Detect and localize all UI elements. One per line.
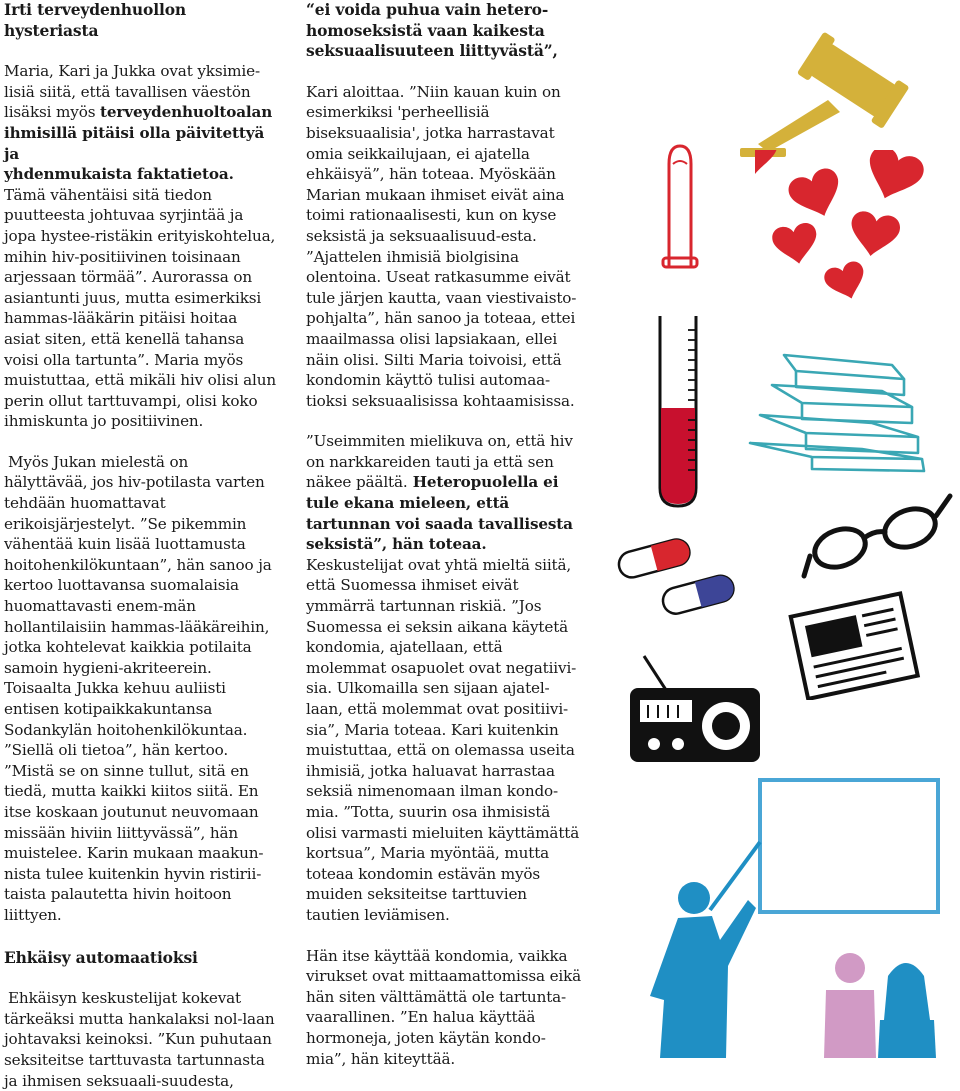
- bold-text-run: Heteropuolella ei tule ekana mieleen, että tartunnan voi saada tavallisesta seksistä”, hän toteaa.: [306, 473, 573, 554]
- glasses-icon: [800, 490, 955, 585]
- bold-text-run: yhdenmukaista faktatietoa.: [4, 165, 234, 184]
- classroom-icon: [640, 770, 960, 1058]
- text-run: Tämä vähentäisi sitä tiedon puutteesta johtuvaa syrjintää ja jopa hystee-ristäkin erityiskohtelua, mihin hiv-positiivinen toisinaan arjessaan törmää”. Aurorassa on asiantunti juus, mutta esimerkiksi hammas-lääkärin pitäisi hoitaa asiat siten, että kenellä tahansa voisi olla tartunta”. Maria myös muistuttaa, että mikäli hiv olisi alun perin ollut tarttuvampi, olisi koko ihmiskunta jo positiivinen.: [4, 185, 276, 431]
- books-icon: [742, 345, 932, 475]
- hearts-icon: [755, 150, 925, 315]
- bold-text-run: ihmisillä pitäisi olla päivitettyä ja: [4, 123, 265, 163]
- middle-column: [306, 0, 584, 1069]
- bold-text-run: terveydenhuoltoalan: [100, 103, 273, 122]
- test-tube-icon: [648, 310, 708, 510]
- left-column: [4, 0, 276, 1091]
- pills-icon: [612, 530, 752, 620]
- text-run: lisiä siitä, että tavallisen väestön: [4, 82, 251, 101]
- text-run: ”Useimmiten mielikuva on, että hiv on narkkareiden tauti ja että sen näkee päältä.: [306, 432, 573, 492]
- text-run: lisäksi myös: [4, 103, 101, 122]
- paragraph-ehkaisy: Ehkäisyn keskustelijat kokevat tärkeäksi mutta hankalaksi nol-laan johtavaksi keinoksi. ”Kun puhutaan seksiteitse tarttuvasta tartunnasta ja ihmisen seksuaali-suudesta,: [4, 989, 275, 1090]
- text-run: Keskustelijat ovat yhtä mieltä siitä, että Suomessa ihmiset eivät ymmärrä tartunnan riskiä. ”Jos Suomessa ei seksin aikana käytetä kondomia, ajatellaan, että molemmat osapuolet ovat negatiivi-sia. Ulkomailla sen sijaan ajatel-laan, että molemmat ovat positiivi-sia”, Maria toteaa. Kari kuitenkin muistuttaa, että on olemassa useita ihmisiä, jotka haluavat harrastaa seksiä nimenomaan ilman kondo-mia. ”Totta, suurin osa ihmisistä olisi varmasti mieluiten käyttämättä kortsua”, Maria myöntää, mutta toteaa kondomin estävän myös muiden seksiteitse tarttuvien tautien leviämisen.: [306, 555, 580, 924]
- condom-icon: [655, 140, 705, 270]
- paragraph-narkkarit: [306, 431, 584, 925]
- text-run: Maria, Kari ja Jukka ovat yksimie-: [4, 62, 260, 81]
- paragraph-hormonit: Hän itse käyttää kondomia, vaikka virukset ovat mittaamattomissa eikä hän siten välttämättä ole tartunta-vaarallinen. ”En halua käyttää hormoneja, joten käytän kondo-mia”, hän kiteyttää.: [306, 946, 582, 1068]
- section-heading-hysteria: Irti terveydenhuollon hysteriasta: [4, 0, 187, 40]
- pull-quote: “ei voida puhua vain hetero-homoseksistä vaan kaikesta seksuaalisuuteen liittyvästä”,: [306, 0, 558, 61]
- newspaper-icon: [780, 590, 930, 700]
- paragraph-kari: Kari aloittaa. ”Niin kauan kuin on esimerkiksi 'perheellisiä biseksuaalisia', jotka harrastavat omia seikkailujaan, ei ajatella ehkäisyä”, hän toteaa. Myöskään Marian mukaan ihmiset eivät aina toimi rationaalisesti, kun on kyse seksistä ja seksuaalisuud-esta. ”Ajattelen ihmisiä biolgisina olentoina. Useat ratkasumme eivät tule järjen kautta, vaan viestivaisto-pohjalta”, hän sanoo ja toteaa, ettei maailmassa olisi lapsiakaan, ellei näin olisi. Silti Maria toivoisi, että kondomin käyttö tulisi automaa-tioksi seksuaalisissa kohtaamisissa.: [306, 82, 577, 410]
- gavel-icon: [728, 30, 958, 160]
- paragraph-jukka: Myös Jukan mielestä on hälyttävää, jos hiv-potilasta varten tehdään huomattavat erikoisjärjestelyt. ”Se pikemmin vähentää kuin lisää luottamusta hoitohenkilökuntaan”, hän sanoo ja kertoo luottavansa suomalaisia huomattavasti enem-män hollantilaisiin hammas-lääkäreihin, jotka kohtelevat kaikkia potilaita samoin hygieni-akriteerein. Toisaalta Jukka kehuu auliisti entisen kotipaikkakuntansa Sodankylän hoitohenkilökuntaa. ”Siellä oli tietoa”, hän kertoo. ”Mistä se on sinne tullut, sitä en tiedä, mutta kaikki kiitos siitä. En itse koskaan joutunut neuvomaan missään hiviin liittyvässä”, hän muistelee. Karin mukaan maakun-nista tulee kuitenkin hyvin ristirii-taista palautetta hivin hoitoon liittyen.: [4, 452, 272, 924]
- section-heading-ehkaisy: Ehkäisy automaatioksi: [4, 947, 198, 967]
- radio-icon: [626, 650, 766, 765]
- paragraph-faktatieto: [4, 61, 276, 432]
